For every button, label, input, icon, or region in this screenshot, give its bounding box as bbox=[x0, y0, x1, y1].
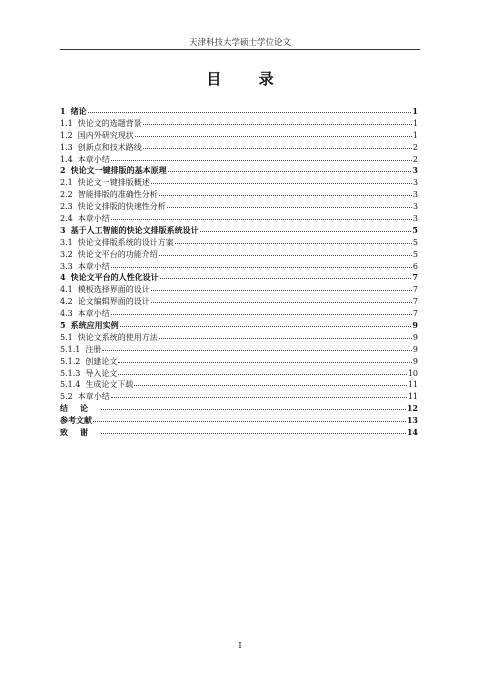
toc-entry-title: 致谢 bbox=[60, 427, 100, 438]
toc-entry-page: 12 bbox=[406, 403, 418, 414]
toc-entry-number: 4 bbox=[60, 272, 66, 283]
toc-dot-leader bbox=[143, 141, 412, 149]
toc-entry-number: 2.1 bbox=[60, 178, 73, 188]
toc-entry-number: 2.3 bbox=[60, 202, 73, 212]
toc-entry-title: 本章小结 bbox=[77, 392, 110, 402]
toc-entry-page: 7 bbox=[412, 285, 418, 295]
toc-dot-leader bbox=[111, 212, 412, 220]
toc-entry-page: 11 bbox=[407, 392, 418, 402]
page-number: I bbox=[238, 641, 242, 650]
toc-entry-number: 3.2 bbox=[60, 249, 73, 259]
toc-entry-page: 3 bbox=[412, 202, 418, 212]
header-rule bbox=[60, 49, 420, 50]
toc-entry-page: 7 bbox=[412, 272, 418, 283]
toc-entry-title: 基于人工智能的快论文排版系统设计 bbox=[70, 224, 199, 235]
toc-entry-page: 2 bbox=[412, 142, 418, 152]
toc-entry-number: 1.1 bbox=[60, 118, 73, 128]
toc-entry-page: 6 bbox=[412, 261, 418, 271]
toc-entry-title: 注册 bbox=[85, 344, 102, 354]
toc-entry-page: 5 bbox=[412, 224, 418, 235]
toc-dot-leader bbox=[168, 164, 412, 172]
toc-entry-number: 5.1 bbox=[60, 332, 73, 342]
toc-entry-title: 模板选择界面的设计 bbox=[77, 285, 150, 295]
toc-entry-title: 快论文系统的使用方法 bbox=[77, 332, 158, 342]
toc-entry-number: 5 bbox=[60, 320, 66, 331]
toc-entry-title: 本章小结 bbox=[77, 214, 110, 224]
toc-entry-number: 2.2 bbox=[60, 190, 73, 200]
toc-dot-leader bbox=[143, 117, 412, 125]
toc-entry-page: 5 bbox=[412, 237, 418, 247]
toc-entry-page: 9 bbox=[412, 344, 418, 354]
toc-dot-leader bbox=[159, 188, 412, 196]
toc-entry-title: 快论文一键排版的基本原理 bbox=[70, 165, 167, 176]
toc-entry-title: 论文编辑界面的设计 bbox=[77, 297, 150, 307]
toc-entry-number: 2.4 bbox=[60, 214, 73, 224]
toc-dot-leader bbox=[175, 236, 412, 244]
toc-entry-page: 9 bbox=[412, 356, 418, 366]
toc-dot-leader bbox=[159, 331, 412, 339]
toc-entry-page: 7 bbox=[412, 309, 418, 319]
toc-entry-number: 2 bbox=[60, 165, 66, 176]
toc-entry-number: 5.1.3 bbox=[60, 368, 81, 378]
toc-dot-leader bbox=[160, 271, 412, 279]
toc-dot-leader bbox=[151, 176, 412, 184]
toc-entry-number: 5.1.2 bbox=[60, 356, 81, 366]
toc-entry-title: 创建论文 bbox=[85, 356, 118, 366]
toc-entry-number: 3.3 bbox=[60, 261, 73, 271]
toc-entry-number: 4.3 bbox=[60, 309, 73, 319]
toc-dot-leader bbox=[200, 224, 412, 232]
toc-dot-leader bbox=[111, 153, 412, 161]
toc-dot-leader bbox=[159, 248, 412, 256]
toc-entry-page: 14 bbox=[406, 427, 418, 438]
toc-entry-title: 快论文排版的快速性分析 bbox=[77, 202, 166, 212]
toc-entry-page: 2 bbox=[412, 154, 418, 164]
toc-entry-number: 1 bbox=[60, 106, 66, 116]
toc-entry-number: 3.1 bbox=[60, 237, 73, 247]
toc-entry-number: 1.4 bbox=[60, 154, 73, 164]
toc-entry-page: 13 bbox=[406, 415, 418, 426]
toc-entry-title: 本章小结 bbox=[77, 261, 110, 271]
toc-entry-title: 创新点和技术路线 bbox=[77, 142, 142, 152]
toc-entry-page: 5 bbox=[412, 249, 418, 259]
toc-dot-leader bbox=[120, 319, 412, 327]
toc-entry-number: 5.1.1 bbox=[60, 344, 81, 354]
toc-dot-leader bbox=[102, 343, 412, 351]
toc-entry-page: 1 bbox=[412, 118, 418, 128]
toc-entry-number: 1.3 bbox=[60, 142, 73, 152]
toc-entry-title: 结论 bbox=[60, 403, 100, 414]
toc-entry-title: 快论文平台的人性化设计 bbox=[70, 272, 159, 283]
toc-entry-page: 3 bbox=[412, 214, 418, 224]
toc-entry-title: 生成论文下载 bbox=[85, 380, 134, 390]
toc-entry-title: 快论文的选题背景 bbox=[77, 118, 142, 128]
toc-entry-number: 1.2 bbox=[60, 130, 73, 140]
toc-entry-page: 10 bbox=[407, 368, 418, 378]
toc-entry-number: 5.2 bbox=[60, 392, 73, 402]
toc-entry-number: 4.2 bbox=[60, 297, 73, 307]
toc-dot-leader bbox=[101, 402, 406, 410]
toc-entry-page: 7 bbox=[412, 297, 418, 307]
toc-dot-leader bbox=[151, 295, 412, 303]
toc-dot-leader bbox=[118, 355, 412, 363]
toc-entry-page: 3 bbox=[412, 178, 418, 188]
toc-entry-title: 参考文献 bbox=[60, 415, 92, 426]
toc-dot-leader bbox=[101, 426, 406, 434]
toc-entry-title: 导入论文 bbox=[85, 368, 118, 378]
toc-entry-page: 3 bbox=[412, 165, 418, 176]
toc-entry-title: 本章小结 bbox=[77, 154, 110, 164]
toc-entry-title: 快论文排版系统的设计方案 bbox=[77, 237, 174, 247]
toc-entry-title: 系统应用实例 bbox=[70, 320, 119, 331]
toc-entry-page: 9 bbox=[412, 320, 418, 331]
toc-dot-leader bbox=[111, 390, 407, 398]
toc-dot-leader bbox=[93, 414, 406, 422]
toc-dot-leader bbox=[111, 307, 412, 315]
toc-entry-page: 11 bbox=[407, 380, 418, 390]
toc-entry-title: 本章小结 bbox=[77, 309, 110, 319]
toc-dot-leader bbox=[111, 260, 412, 268]
toc-dot-leader bbox=[151, 283, 412, 291]
toc-dot-leader bbox=[135, 129, 412, 137]
toc-dot-leader bbox=[134, 378, 406, 386]
running-header: 天津科技大学硕士学位论文 bbox=[188, 38, 291, 48]
toc-entry-title: 快论文平台的功能介绍 bbox=[77, 249, 158, 259]
toc-entry-number: 3 bbox=[60, 224, 66, 235]
toc-entry-title: 快论文一键排版概述 bbox=[77, 178, 150, 188]
toc-entry[interactable] bbox=[60, 427, 418, 439]
toc-dot-leader bbox=[118, 367, 406, 375]
toc-dot-leader bbox=[167, 200, 412, 208]
toc-entry-page: 3 bbox=[412, 190, 418, 200]
toc-entry-page: 9 bbox=[412, 332, 418, 342]
toc-entry-title: 绪论 bbox=[70, 106, 87, 116]
toc-entry-page: 1 bbox=[412, 130, 418, 140]
toc-entry-title: 智能排版的准确性分析 bbox=[77, 190, 158, 200]
toc-title: 目 录 bbox=[206, 70, 290, 88]
toc-entry-number: 4.1 bbox=[60, 285, 73, 295]
toc-entry-number: 5.1.4 bbox=[60, 380, 81, 390]
table-of-contents bbox=[60, 106, 418, 439]
toc-entry-title: 国内外研究现状 bbox=[77, 130, 134, 140]
toc-dot-leader bbox=[88, 105, 412, 113]
toc-entry-page: 1 bbox=[412, 106, 418, 116]
